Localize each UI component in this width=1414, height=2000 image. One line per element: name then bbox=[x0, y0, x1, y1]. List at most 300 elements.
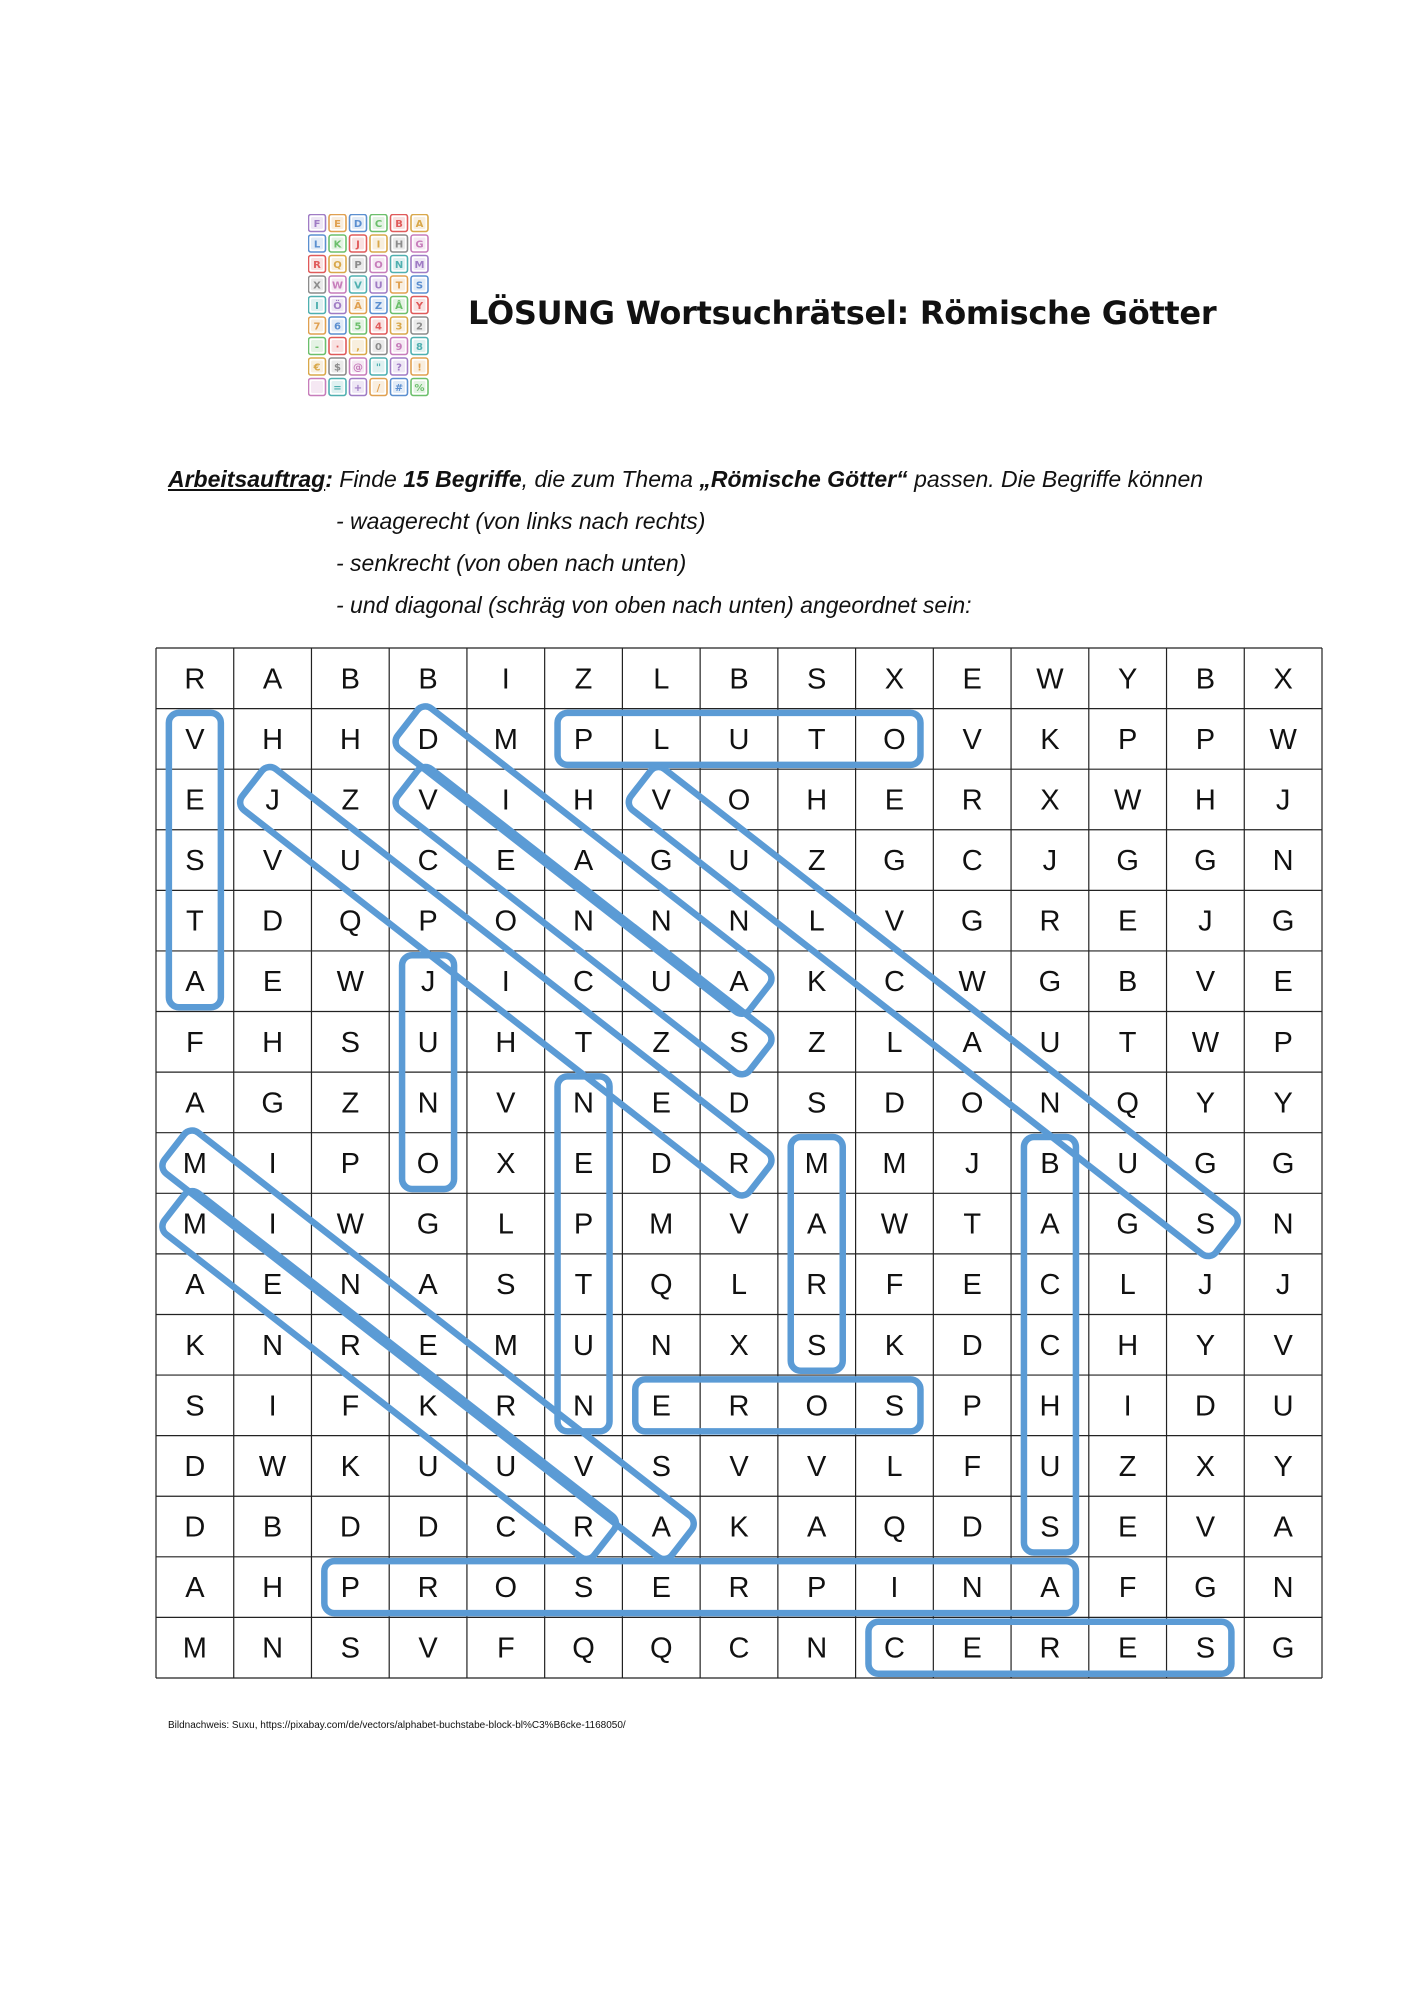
grid-letter: Y bbox=[1195, 1087, 1216, 1120]
grid-letter: J bbox=[265, 784, 280, 817]
block-letter: # bbox=[394, 383, 404, 394]
letter-block bbox=[411, 276, 428, 293]
grid-letter: O bbox=[960, 1087, 984, 1120]
grid-letter: N bbox=[728, 905, 750, 938]
grid-letter: N bbox=[1272, 845, 1294, 878]
grid-letter: Z bbox=[652, 1026, 671, 1059]
grid-letter: E bbox=[573, 1148, 594, 1180]
grid-letter: W bbox=[1113, 784, 1142, 817]
grid-letter: G bbox=[1116, 1208, 1139, 1241]
grid-letter: S bbox=[573, 1572, 594, 1605]
grid-letter: K bbox=[729, 1511, 749, 1544]
letter-block bbox=[329, 235, 346, 252]
grid-letter: T bbox=[807, 723, 826, 756]
grid-letter: I bbox=[268, 1390, 277, 1423]
letter-block bbox=[350, 215, 367, 232]
grid-letter: D bbox=[728, 1087, 750, 1120]
grid-letter: A bbox=[262, 663, 283, 696]
grid-letter: O bbox=[727, 784, 751, 817]
block-letter: 2 bbox=[416, 321, 423, 333]
grid-letter: H bbox=[262, 1026, 284, 1059]
grid-letter: E bbox=[418, 1329, 438, 1362]
grid-letter: G bbox=[960, 905, 984, 938]
grid-letter: U bbox=[573, 1329, 595, 1362]
block-letter: W bbox=[331, 280, 344, 292]
instruction-label: Arbeitsauftrag bbox=[168, 466, 326, 492]
grid-letter: H bbox=[262, 723, 284, 756]
grid-letter: I bbox=[501, 784, 510, 817]
grid-letter: S bbox=[729, 1026, 749, 1059]
grid-letter: Y bbox=[1273, 1450, 1293, 1483]
grid-letter: U bbox=[728, 723, 750, 756]
grid-letter: V bbox=[962, 723, 982, 756]
grid-letter: Q bbox=[339, 905, 362, 938]
grid-letter: R bbox=[806, 1269, 828, 1302]
grid-letter: C bbox=[573, 966, 595, 999]
grid-letter: V bbox=[1273, 1329, 1293, 1362]
grid-letter: P bbox=[573, 723, 594, 756]
block-letter: Å bbox=[395, 301, 403, 312]
letter-block bbox=[329, 276, 346, 293]
grid-letter: H bbox=[339, 723, 361, 756]
grid-letter: I bbox=[268, 1208, 277, 1241]
block-letter: Ö bbox=[333, 301, 342, 312]
grid-letter: J bbox=[1198, 1269, 1213, 1302]
grid-letter: L bbox=[1119, 1269, 1136, 1302]
letter-block bbox=[329, 256, 346, 273]
grid-letter: S bbox=[807, 1329, 827, 1362]
grid-letter: D bbox=[184, 1450, 206, 1483]
grid-letter: P bbox=[418, 905, 438, 938]
letter-block bbox=[370, 297, 387, 314]
grid-letter: U bbox=[728, 845, 750, 878]
letter-block bbox=[411, 379, 428, 396]
grid-letter: Q bbox=[649, 1632, 673, 1665]
letter-block bbox=[350, 358, 367, 375]
letter-block bbox=[391, 317, 408, 334]
grid-letter: U bbox=[417, 1450, 439, 1483]
grid-letter: K bbox=[1040, 723, 1060, 756]
grid-letter: B bbox=[1040, 1148, 1060, 1180]
grid-letter: A bbox=[807, 1511, 827, 1544]
grid-letter: W bbox=[336, 966, 365, 999]
grid-letter: G bbox=[883, 845, 906, 878]
grid-letter: F bbox=[963, 1450, 982, 1483]
block-letter: ! bbox=[417, 362, 422, 374]
letter-block bbox=[370, 235, 387, 252]
block-letter: = bbox=[333, 383, 342, 394]
grid-letter: G bbox=[1194, 1572, 1217, 1605]
block-letter: Y bbox=[415, 301, 424, 312]
direction-vertical: - senkrecht (von oben nach unten) bbox=[336, 550, 687, 576]
grid-letter: F bbox=[885, 1269, 904, 1302]
block-letter: 9 bbox=[395, 342, 403, 353]
grid-letter: O bbox=[494, 905, 518, 938]
grid-letter: X bbox=[1273, 663, 1293, 696]
image-credit: Bildnachweis: Suxu, https://pixabay.com/de/vectors/alphabet-buchstabe-block-bl%C3%B6cke-1168050/ bbox=[168, 1720, 626, 1731]
grid-letter: A bbox=[185, 966, 205, 999]
grid-letter: V bbox=[1195, 966, 1216, 999]
block-letter: N bbox=[394, 260, 404, 271]
letter-block bbox=[350, 379, 367, 396]
grid-letter: T bbox=[574, 1269, 593, 1302]
grid-letter: D bbox=[184, 1511, 206, 1544]
letter-block bbox=[370, 215, 387, 232]
grid-letter: A bbox=[1040, 1572, 1060, 1605]
grid-letter: C bbox=[961, 845, 983, 878]
grid-letter: S bbox=[340, 1632, 361, 1665]
grid-letter: G bbox=[649, 845, 673, 878]
grid-letter: N bbox=[262, 1632, 284, 1665]
grid-letter: C bbox=[1039, 1269, 1061, 1302]
grid-letter: G bbox=[261, 1087, 284, 1120]
grid-letter: T bbox=[963, 1208, 982, 1241]
block-letter: + bbox=[353, 383, 363, 394]
grid-letter: Z bbox=[574, 663, 593, 696]
grid-letter: P bbox=[1273, 1026, 1293, 1059]
block-letter: 8 bbox=[416, 342, 423, 353]
grid-letter: S bbox=[1195, 1632, 1216, 1665]
block-letter: $ bbox=[334, 362, 341, 374]
block-letter: 4 bbox=[375, 321, 382, 333]
grid-letter: G bbox=[1038, 966, 1062, 999]
grid-letter: M bbox=[182, 1632, 207, 1665]
letter-block bbox=[391, 276, 408, 293]
grid-letter: H bbox=[1039, 1390, 1061, 1423]
grid-letter: F bbox=[186, 1026, 204, 1059]
block-letter: J bbox=[356, 239, 360, 251]
grid-letter: N bbox=[417, 1087, 439, 1120]
grid-letter: Y bbox=[1117, 663, 1138, 696]
grid-letter: H bbox=[262, 1572, 284, 1605]
letter-block bbox=[350, 276, 367, 293]
grid-letter: L bbox=[653, 663, 670, 696]
grid-letter: A bbox=[185, 1572, 205, 1605]
grid-letter: N bbox=[650, 1329, 672, 1362]
letter-block bbox=[309, 235, 326, 252]
block-letter: T bbox=[395, 280, 403, 292]
grid-letter: O bbox=[416, 1148, 440, 1180]
block-letter: K bbox=[333, 239, 342, 251]
grid-letter: E bbox=[496, 845, 516, 878]
letter-block bbox=[309, 379, 326, 396]
grid-letter: L bbox=[497, 1208, 514, 1241]
letter-block bbox=[309, 215, 326, 232]
letter-block bbox=[350, 317, 367, 334]
grid-letter: A bbox=[962, 1026, 982, 1059]
letter-block bbox=[329, 379, 346, 396]
grid-letter: N bbox=[573, 1390, 595, 1423]
grid-letter: T bbox=[1118, 1026, 1137, 1059]
grid-letter: F bbox=[1118, 1572, 1137, 1605]
grid-letter: U bbox=[1272, 1390, 1294, 1423]
block-letter: I bbox=[315, 301, 319, 312]
grid-letter: N bbox=[1272, 1208, 1294, 1241]
word-search-grid bbox=[155, 647, 1323, 1679]
grid-letter: U bbox=[1117, 1148, 1139, 1180]
block-letter: 7 bbox=[313, 321, 321, 333]
grid-letter: B bbox=[418, 663, 438, 696]
grid-letter: L bbox=[808, 905, 825, 938]
grid-letter: C bbox=[883, 966, 905, 999]
grid-letter: B bbox=[340, 663, 361, 696]
grid-letter: J bbox=[1275, 784, 1291, 817]
letter-block bbox=[411, 338, 428, 355]
grid-letter: L bbox=[653, 723, 670, 756]
grid-letter: N bbox=[573, 905, 595, 938]
letter-block bbox=[350, 256, 367, 273]
grid-letter: D bbox=[650, 1148, 672, 1180]
letter-block bbox=[391, 358, 408, 375]
grid-letter: U bbox=[339, 845, 361, 878]
block-letter: € bbox=[313, 362, 321, 374]
instruction-colon: : bbox=[325, 466, 333, 492]
block-letter: U bbox=[374, 280, 383, 292]
letter-block bbox=[391, 338, 408, 355]
grid-letter: K bbox=[340, 1450, 361, 1483]
block-letter: V bbox=[354, 280, 362, 292]
block-letter: @ bbox=[353, 362, 363, 374]
block-letter: G bbox=[415, 239, 424, 251]
block-letter: R bbox=[313, 260, 321, 271]
grid-letter: W bbox=[1191, 1026, 1220, 1059]
grid-letter: V bbox=[185, 723, 205, 756]
letter-block bbox=[309, 358, 326, 375]
letter-block bbox=[309, 256, 326, 273]
grid-letter: Z bbox=[807, 845, 826, 878]
letter-block bbox=[370, 379, 387, 396]
letter-block bbox=[391, 256, 408, 273]
block-letter: P bbox=[354, 260, 362, 271]
grid-letter: F bbox=[341, 1390, 360, 1423]
grid-letter: R bbox=[728, 1572, 750, 1605]
block-letter: Q bbox=[333, 260, 342, 271]
letter-block bbox=[411, 215, 428, 232]
grid-letter: L bbox=[886, 1450, 903, 1483]
grid-letter: P bbox=[962, 1390, 982, 1423]
grid-letter: C bbox=[883, 1632, 905, 1665]
block-letter: Z bbox=[374, 301, 383, 312]
block-letter: % bbox=[414, 383, 425, 394]
letter-block bbox=[391, 297, 408, 314]
grid-letter: E bbox=[962, 663, 982, 696]
grid-letter: Z bbox=[341, 1087, 360, 1120]
grid-letter: R bbox=[728, 1148, 750, 1180]
grid-letter: H bbox=[573, 784, 595, 817]
grid-letter: K bbox=[807, 966, 827, 999]
grid-letter: E bbox=[185, 784, 205, 817]
grid-letter: A bbox=[1040, 1208, 1060, 1241]
block-letter: S bbox=[415, 280, 424, 292]
grid-letter: E bbox=[1117, 1511, 1138, 1544]
grid-letter: Q bbox=[572, 1632, 595, 1665]
grid-letter: G bbox=[1271, 1148, 1295, 1180]
block-letter: D bbox=[353, 219, 363, 230]
block-letter: C bbox=[374, 219, 383, 230]
letter-block bbox=[309, 297, 326, 314]
grid-letter: J bbox=[1275, 1269, 1291, 1302]
grid-letter: Q bbox=[883, 1511, 906, 1544]
letter-block bbox=[329, 297, 346, 314]
grid-letter: E bbox=[651, 1087, 671, 1120]
grid-letter: S bbox=[1195, 1208, 1216, 1241]
grid-letter: K bbox=[884, 1329, 905, 1362]
grid-letter: S bbox=[884, 1390, 905, 1423]
letter-block bbox=[411, 256, 428, 273]
grid-letter: T bbox=[186, 905, 204, 938]
grid-letter: R bbox=[495, 1390, 517, 1423]
grid-letter: E bbox=[651, 1390, 671, 1423]
letter-block bbox=[370, 276, 387, 293]
grid-letter: S bbox=[496, 1269, 516, 1302]
grid-letter: D bbox=[1194, 1390, 1216, 1423]
letter-block bbox=[329, 338, 346, 355]
letter-block bbox=[370, 317, 387, 334]
instruction-text: , die zum Thema bbox=[521, 466, 700, 492]
grid-letter: R bbox=[1039, 905, 1061, 938]
grid-letter: Z bbox=[1118, 1450, 1137, 1483]
grid-letter: A bbox=[729, 966, 749, 999]
letter-block bbox=[309, 338, 326, 355]
grid-letter: M bbox=[882, 1148, 907, 1180]
page-title: LÖSUNG Wortsuchrätsel: Römische Götter bbox=[468, 294, 1217, 332]
grid-letter: U bbox=[1039, 1026, 1061, 1059]
grid-letter: Y bbox=[1273, 1087, 1293, 1120]
grid-letter: R bbox=[1039, 1632, 1061, 1665]
block-letter: L bbox=[313, 239, 321, 251]
block-letter: / bbox=[376, 383, 381, 394]
letter-block bbox=[411, 317, 428, 334]
grid-letter: A bbox=[185, 1087, 205, 1120]
grid-letter: R bbox=[184, 663, 206, 696]
letter-block bbox=[391, 379, 408, 396]
grid-letter: I bbox=[268, 1148, 277, 1180]
grid-letter: R bbox=[961, 784, 983, 817]
grid-letter: H bbox=[806, 784, 828, 817]
letter-block bbox=[329, 215, 346, 232]
grid-letter: S bbox=[185, 845, 205, 878]
letter-block bbox=[350, 338, 367, 355]
grid-letter: V bbox=[262, 845, 283, 878]
grid-letter: B bbox=[262, 1511, 283, 1544]
grid-letter: X bbox=[884, 663, 905, 696]
block-letter: Ä bbox=[354, 301, 362, 312]
instruction-line bbox=[168, 466, 1203, 493]
grid-letter: D bbox=[417, 723, 439, 756]
grid-letter: W bbox=[958, 966, 986, 999]
grid-letter: N bbox=[650, 905, 672, 938]
grid-letter: N bbox=[1272, 1572, 1294, 1605]
block-letter: M bbox=[414, 260, 425, 271]
block-letter: ? bbox=[396, 362, 402, 374]
grid-letter: W bbox=[1269, 723, 1297, 756]
grid-letter: W bbox=[336, 1208, 365, 1241]
grid-letter: J bbox=[1198, 905, 1213, 938]
letter-block bbox=[350, 297, 367, 314]
grid-letter: G bbox=[1194, 845, 1217, 878]
block-letter: F bbox=[313, 219, 321, 230]
grid-letter: S bbox=[807, 663, 827, 696]
grid-letter: I bbox=[501, 663, 510, 696]
letter-block bbox=[411, 358, 428, 375]
letter-block bbox=[329, 358, 346, 375]
block-letter: " bbox=[375, 362, 382, 374]
grid-letter: X bbox=[1195, 1450, 1216, 1483]
block-letter: B bbox=[395, 219, 403, 230]
letter-block bbox=[391, 215, 408, 232]
grid-letter: V bbox=[729, 1208, 749, 1241]
grid-letter: B bbox=[1195, 663, 1216, 696]
grid-letter: N bbox=[262, 1329, 284, 1362]
grid-letter: V bbox=[884, 905, 905, 938]
block-letter: A bbox=[415, 219, 424, 230]
letter-block bbox=[411, 235, 428, 252]
grid-letter: V bbox=[496, 1087, 516, 1120]
grid-letter: E bbox=[651, 1572, 671, 1605]
grid-letter: A bbox=[185, 1269, 205, 1302]
grid-letter: R bbox=[417, 1572, 439, 1605]
grid-letter: M bbox=[182, 1148, 207, 1180]
grid-letter: F bbox=[496, 1632, 515, 1665]
block-letter: 3 bbox=[395, 321, 403, 333]
block-letter: - bbox=[314, 342, 320, 353]
topic: „Römische Götter“ bbox=[699, 466, 908, 492]
grid-letter: D bbox=[883, 1087, 905, 1120]
block-letter: O bbox=[374, 260, 383, 271]
block-letter: E bbox=[334, 219, 341, 230]
grid-letter: D bbox=[961, 1511, 983, 1544]
grid-letter: H bbox=[1117, 1329, 1139, 1362]
grid-letter: L bbox=[730, 1269, 748, 1302]
grid-letters bbox=[183, 663, 1298, 1664]
grid-letter: G bbox=[1194, 1148, 1217, 1180]
grid-letter: U bbox=[650, 966, 672, 999]
grid-letter: E bbox=[1117, 1632, 1138, 1665]
letter-block bbox=[309, 276, 326, 293]
grid-letter: J bbox=[420, 966, 436, 999]
grid-letter: S bbox=[340, 1026, 361, 1059]
grid-letter: J bbox=[964, 1148, 980, 1180]
grid-letter: I bbox=[890, 1572, 899, 1605]
grid-letter: H bbox=[495, 1026, 517, 1059]
grid-letter: P bbox=[807, 1572, 827, 1605]
grid-letter: P bbox=[573, 1208, 594, 1241]
grid-letter: K bbox=[418, 1390, 438, 1423]
grid-letter: D bbox=[339, 1511, 361, 1544]
grid-letter: M bbox=[804, 1148, 829, 1180]
grid-letter: C bbox=[495, 1511, 517, 1544]
direction-diagonal: - und diagonal (schräg von oben nach unten) angeordnet sein: bbox=[336, 592, 972, 618]
grid-letter: S bbox=[185, 1390, 205, 1423]
instruction-text: Finde bbox=[332, 466, 404, 492]
grid-letter: R bbox=[573, 1511, 595, 1544]
grid-letter: P bbox=[340, 1148, 361, 1180]
grid-letter: V bbox=[573, 1450, 594, 1483]
grid-letter: C bbox=[417, 845, 439, 878]
grid-letter: V bbox=[418, 1632, 438, 1665]
grid-letter: S bbox=[1040, 1511, 1060, 1544]
grid-letter: I bbox=[501, 966, 510, 999]
grid-letter: A bbox=[573, 845, 594, 878]
grid-letter: E bbox=[884, 784, 905, 817]
grid-letter: Q bbox=[1116, 1087, 1139, 1120]
grid-letter: S bbox=[807, 1087, 827, 1120]
grid-letter: P bbox=[340, 1572, 361, 1605]
block-letter: 0 bbox=[375, 342, 382, 353]
grid-letter: E bbox=[262, 966, 283, 999]
grid-letter: D bbox=[417, 1511, 439, 1544]
grid-letter: R bbox=[339, 1329, 361, 1362]
